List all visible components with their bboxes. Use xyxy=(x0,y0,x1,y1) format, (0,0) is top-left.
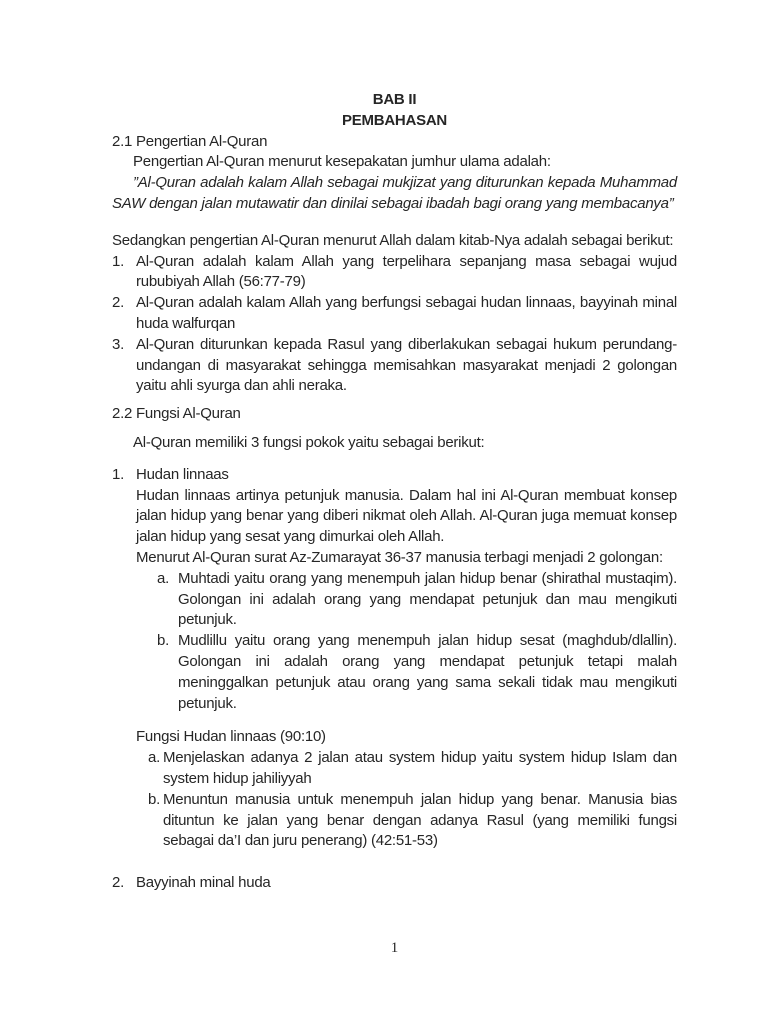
page-content xyxy=(112,90,677,894)
list-item xyxy=(112,335,677,397)
section-2-2-intro: Al-Quran memiliki 3 fungsi pokok yaitu sebagai berikut: xyxy=(133,433,485,451)
function-item-2-title: Bayyinah minal huda xyxy=(136,874,271,892)
hudan-linnaas-paragraph: Hudan linnaas artinya petunjuk manusia. Dalam hal ini Al-Quran membuat konsep jalan hidup yang benar yang diberi nikmat oleh Allah. Al-Quran juga memuat konsep jalan hidup yang sesat yang dimurkai oleh Allah. xyxy=(136,486,677,546)
page-number: 1 xyxy=(390,940,399,956)
list-item-text: Menuntun manusia untuk menempuh jalan hidup yang benar. Manusia bias dituntun ke jalan yang benar dengan adanya Rasul (yang memiliki fungsi sebagai da’I dan juru penerang) (42:51-53) xyxy=(163,790,677,850)
list-item xyxy=(148,748,677,790)
section-2-1-heading: 2.1 Pengertian Al-Quran xyxy=(112,132,268,150)
list-item-letter: a. xyxy=(148,749,161,767)
az-zumar-paragraph: Menurut Al-Quran surat Az-Zumarayat 36-37 manusia terbagi menjadi 2 golongan: xyxy=(136,548,663,566)
section-2-1-intro: Pengertian Al-Quran menurut kesepakatan jumhur ulama adalah: xyxy=(133,153,551,171)
fungsi-hudan-linnaas-list xyxy=(148,748,677,852)
list-item-text: Muhtadi yaitu orang yang menempuh jalan hidup benar (shirathal mustaqim). Golongan ini adalah orang yang mendapat petunjuk dan mau mengikuti petunjuk. xyxy=(178,569,677,629)
chapter-subtitle: PEMBAHASAN xyxy=(341,111,447,129)
list-item-number: 3. xyxy=(112,335,125,353)
list-item-text: Al-Quran adalah kalam Allah yang berfungsi sebagai hudan linnaas, bayyinah minal huda walfurqan xyxy=(136,294,677,332)
list-item-number: 2. xyxy=(112,294,125,312)
list-item-letter: b. xyxy=(157,632,170,650)
quran-definition-list xyxy=(112,252,677,398)
list-item-letter: b. xyxy=(148,790,161,808)
list-item-number: 1. xyxy=(112,465,125,483)
quran-definition-quote: ”Al-Quran adalah kalam Allah sebagai mukjizat yang diturunkan kepada Muhammad SAW dengan jalan mutawatir dan dinilai sebagai ibadah bagi orang yang membacanya” xyxy=(112,174,677,212)
fungsi-hudan-linnaas-heading: Fungsi Hudan linnaas (90:10) xyxy=(136,728,326,746)
section-2-2-heading: 2.2 Fungsi Al-Quran xyxy=(112,405,241,423)
list-item xyxy=(148,790,677,852)
section-2-1-lead: Sedangkan pengertian Al-Quran menurut Allah dalam kitab-Nya adalah sebagai berikut: xyxy=(112,231,674,249)
list-item-text: Mudlillu yaitu orang yang menempuh jalan hidup sesat (maghdub/dlallin). Golongan ini adalah orang yang mendapat petunjuk tetapi malah meninggalkan petunjuk atau orang yang sama sekali tidak mau mengikuti petunjuk. xyxy=(178,632,677,712)
function-item-1-title: Hudan linnaas xyxy=(136,465,229,483)
list-item-number: 2. xyxy=(112,874,125,892)
chapter-title: BAB II xyxy=(372,91,417,108)
function-item-1-body xyxy=(136,465,677,852)
list-item-text: Menjelaskan adanya 2 jalan atau system hidup yaitu system hidup Islam dan system hidup jahiliyyah xyxy=(163,749,677,787)
list-item xyxy=(112,252,677,294)
list-item xyxy=(112,293,677,335)
list-item xyxy=(157,631,677,714)
list-item xyxy=(157,569,677,631)
function-item-2 xyxy=(112,873,677,894)
list-item-letter: a. xyxy=(157,569,170,587)
list-item-text: Al-Quran adalah kalam Allah yang terpelihara sepanjang masa sebagai wujud rububiyah Allah (56:77-79) xyxy=(136,252,677,291)
list-item-number: 1. xyxy=(112,252,125,270)
list-item-text: Al-Quran diturunkan kepada Rasul yang diberlakukan sebagai hukum perundang-undangan di masyarakat sehingga memisahkan masyarakat menjadi 2 golongan yaitu ahli syurga dan ahli neraka. xyxy=(136,335,677,395)
function-item-1 xyxy=(112,465,677,852)
golongan-list xyxy=(157,569,677,715)
